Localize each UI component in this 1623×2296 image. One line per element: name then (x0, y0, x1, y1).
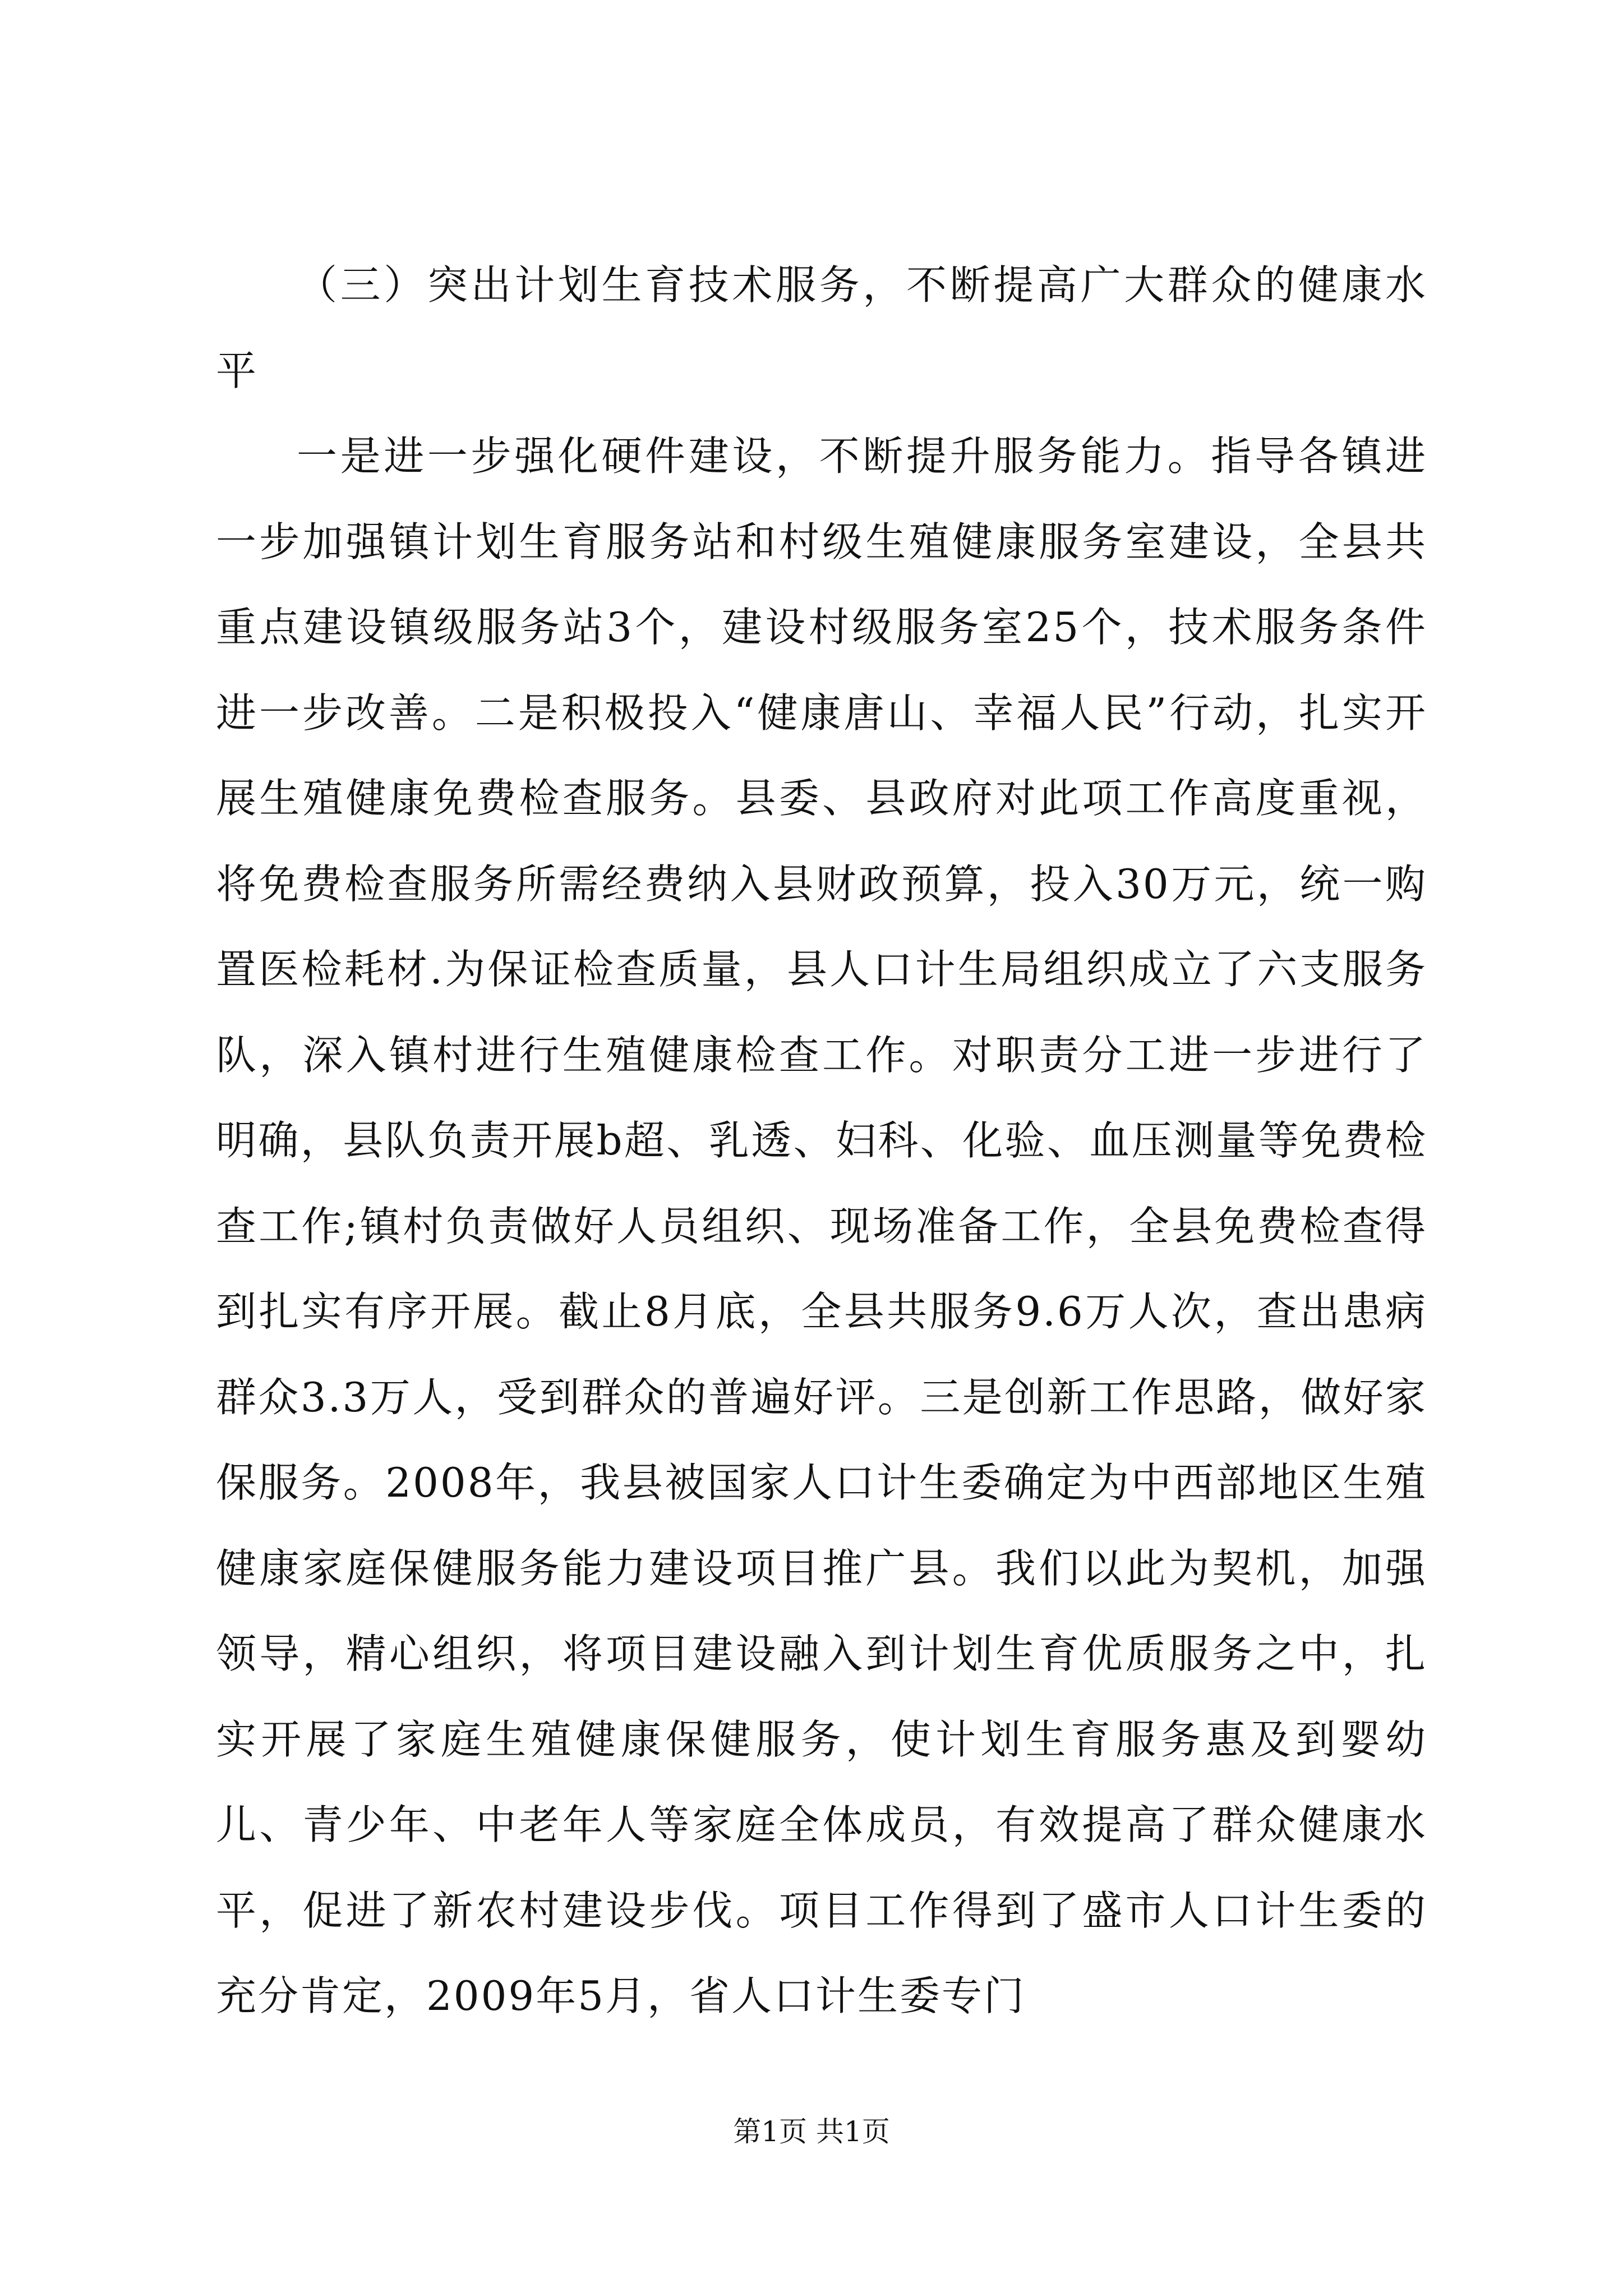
section-heading: （三）突出计划生育技术服务，不断提高广大群众的健康水平 (216, 261, 1427, 394)
body-text (216, 242, 1427, 2039)
body-paragraph: 一是进一步强化硬件建设，不断提升服务能力。指导各镇进一步加强镇计划生育服务站和村级生殖健康服务室建设，全县共重点建设镇级服务站3个，建设村级服务室25个，技术服务条件进一步改善。二是积极投入“健康唐山、幸福人民”行动，扎实开展生殖健康免费检查服务。县委、县政府对此项工作高度重视，将免费检查服务所需经费纳入县财政预算，投入30万元，统一购置医检耗材.为保证检查质量，县人口计生局组织成立了六支服务队，深入镇村进行生殖健康检查工作。对职责分工进一步进行了明确，县队负责开展b超、乳透、妇科、化验、血压测量等免费检查工作;镇村负责做好人员组织、现场准备工作，全县免费检查得到扎实有序开展。截止8月底，全县共服务9.6万人次，查出患病群众3.3万人，受到群众的普遍好评。三是创新工作思路，做好家保服务。2008年，我县被国家人口计生委确定为中西部地区生殖健康家庭保健服务能力建设项目推广县。我们以此为契机，加强领导，精心组织，将项目建设融入到计划生育优质服务之中，扎实开展了家庭生殖健康保健服务，使计划生育服务惠及到婴幼儿、青少年、中老年人等家庭全体成员，有效提高了群众健康水平，促进了新农村建设步伐。项目工作得到了盛市人口计生委的充分肯定，2009年5月，省人口计生委专门 (216, 432, 1427, 2019)
page-footer: 第1页 共1页 (733, 2115, 890, 2148)
